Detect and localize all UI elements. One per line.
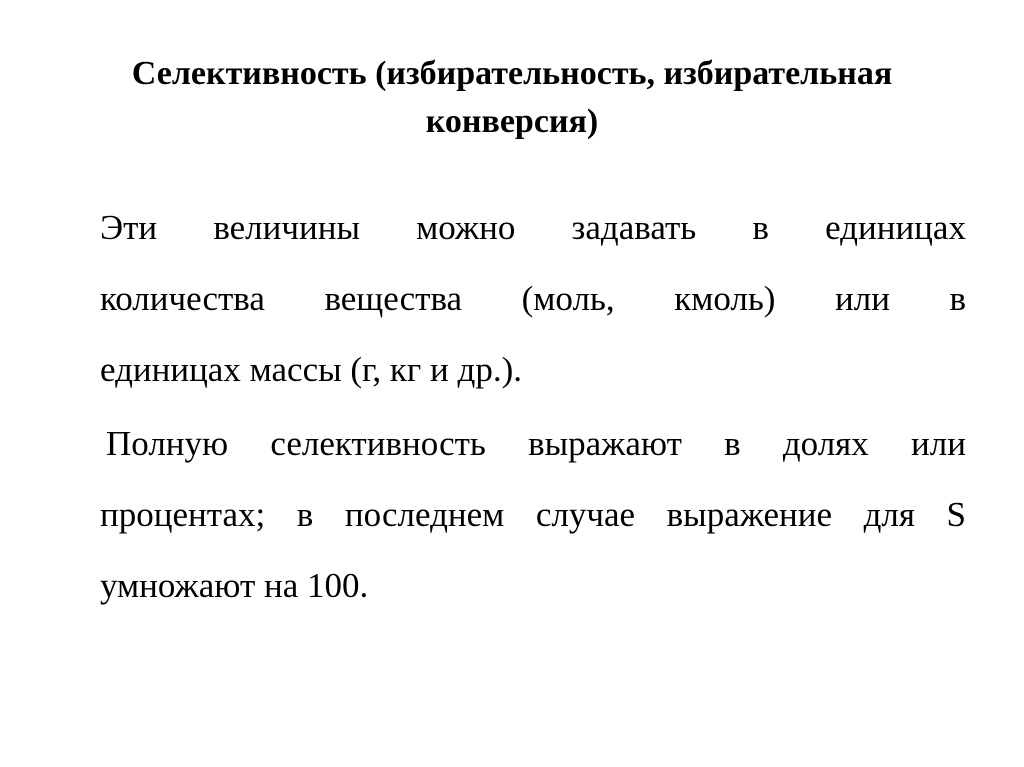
word: выражают	[528, 424, 682, 463]
word: в	[296, 495, 314, 534]
word: долях	[782, 424, 869, 463]
word: S	[946, 495, 966, 534]
word: (моль,	[521, 279, 615, 318]
word: для	[863, 495, 915, 534]
paragraph-selectivity	[100, 408, 966, 621]
word: селективность	[270, 424, 486, 463]
paragraph-units	[100, 192, 966, 405]
paragraph-selectivity-line-3: умножают на 100.	[100, 566, 369, 605]
word: в	[949, 279, 966, 318]
word: процентах;	[100, 495, 266, 534]
word: количества	[100, 279, 265, 318]
word: единицах	[825, 208, 966, 247]
word: задавать	[571, 208, 697, 247]
word: последнем	[344, 495, 505, 534]
word: в	[752, 208, 769, 247]
word: величины	[213, 208, 360, 247]
paragraph-selectivity-line-2	[100, 479, 966, 550]
paragraph-units-line-3: единицах массы (г, кг и др.).	[100, 350, 522, 389]
slide-title	[40, 50, 984, 146]
word: или	[835, 279, 890, 318]
word: кмоль)	[674, 279, 776, 318]
paragraph-selectivity-line-1	[100, 408, 966, 479]
paragraph-units-line-1	[100, 192, 966, 263]
word: Полную	[106, 424, 229, 463]
paragraph-units-line-2	[100, 263, 966, 334]
word: Эти	[100, 208, 158, 247]
word: или	[911, 424, 966, 463]
title-line-2: конверсия)	[425, 103, 599, 140]
title-line-1: Селективность (избирательность, избирательная	[131, 55, 893, 92]
word: вещества	[324, 279, 463, 318]
word: выражение	[666, 495, 832, 534]
word: случае	[535, 495, 636, 534]
word: в	[724, 424, 741, 463]
word: можно	[416, 208, 516, 247]
